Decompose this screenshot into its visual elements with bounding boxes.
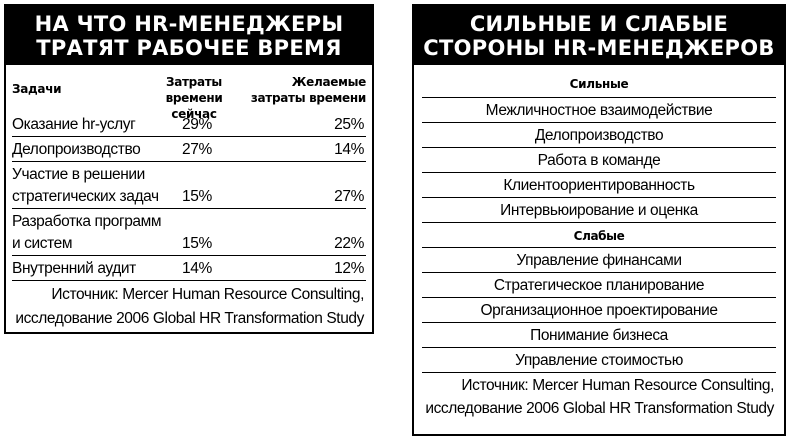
list-item: Понимание бизнеса xyxy=(422,322,776,347)
source-line-2: исследование 2006 Global HR Transformation Study xyxy=(425,400,774,417)
desired-value: 12% xyxy=(334,260,364,277)
task-line: Участие в решении xyxy=(12,166,145,183)
table-row xyxy=(12,112,366,137)
list-item: Клиентоориентированность xyxy=(422,172,776,197)
list-item: Делопроизводство xyxy=(422,122,776,147)
list-item: Межличностное взаимодействие xyxy=(422,97,776,122)
task-line: Разработка программ xyxy=(12,213,162,230)
source-line-1: Источник: Mercer Human Resource Consulting, xyxy=(461,377,774,394)
task-name xyxy=(12,211,172,255)
time-spending-title xyxy=(6,6,372,65)
desired-value: 14% xyxy=(334,141,364,158)
tasks-table-body xyxy=(6,65,372,331)
header-desired-line-2: затраты времени xyxy=(250,91,366,105)
time-spending-table xyxy=(4,4,374,334)
section-strong-label: Сильные xyxy=(569,77,629,91)
list-item: Организационное проектирование xyxy=(422,297,776,322)
header-desired xyxy=(236,74,366,112)
table-row xyxy=(12,256,366,281)
strengths-weaknesses-table xyxy=(412,4,786,436)
list-item: Интервьюирование и оценка xyxy=(422,197,776,222)
title-line-2: СТОРОНЫ HR-МЕНЕДЖЕРОВ xyxy=(423,36,775,60)
list-item: Стратегическое планирование xyxy=(422,272,776,297)
header-current-line-2: времени сейчас xyxy=(165,91,223,121)
list-item: Работа в команде xyxy=(422,147,776,172)
task-name xyxy=(12,139,172,161)
source-note xyxy=(12,281,366,331)
source-line-1: Источник: Mercer Human Resource Consulting, xyxy=(51,286,364,303)
task-line: и систем xyxy=(12,235,73,252)
current-value: 15% xyxy=(182,235,212,252)
header-desired-line-1: Желаемые xyxy=(291,75,366,89)
current-value: 15% xyxy=(182,188,212,205)
source-note xyxy=(422,372,776,420)
section-weak-label: Слабые xyxy=(422,222,776,247)
table-row xyxy=(12,209,366,256)
task-name xyxy=(12,114,172,136)
current-value: 27% xyxy=(182,141,212,158)
current-value: 14% xyxy=(182,260,212,277)
list-item: Управление стоимостью xyxy=(422,347,776,372)
title-line-2: ТРАТЯТ РАБОЧЕЕ ВРЕМЯ xyxy=(36,36,342,60)
strengths-weaknesses-title xyxy=(414,6,784,65)
source-line-2: исследование 2006 Global HR Transformation Study xyxy=(15,310,364,327)
list-item: Управление финансами xyxy=(422,247,776,272)
task-line: Делопроизводство xyxy=(12,141,141,158)
header-task: Задачи xyxy=(12,82,62,96)
strengths-weaknesses-list xyxy=(414,72,784,420)
title-line-1: НА ЧТО HR-МЕНЕДЖЕРЫ xyxy=(34,12,344,36)
header-current-line-1: Затраты xyxy=(166,75,222,89)
table-row xyxy=(12,162,366,209)
task-line: Внутренний аудит xyxy=(12,260,136,277)
desired-value: 25% xyxy=(334,116,364,133)
desired-value: 22% xyxy=(334,235,364,252)
task-name xyxy=(12,258,172,280)
title-line-1: СИЛЬНЫЕ И СЛАБЫЕ xyxy=(469,12,729,36)
header-current xyxy=(152,74,236,121)
desired-value: 27% xyxy=(334,188,364,205)
table-row xyxy=(12,137,366,162)
task-name xyxy=(12,164,172,208)
current-value: 29% xyxy=(182,116,212,133)
task-line: стратегических задач xyxy=(12,188,159,205)
task-line: Оказание hr-услуг xyxy=(12,116,136,133)
table-header xyxy=(12,65,366,121)
